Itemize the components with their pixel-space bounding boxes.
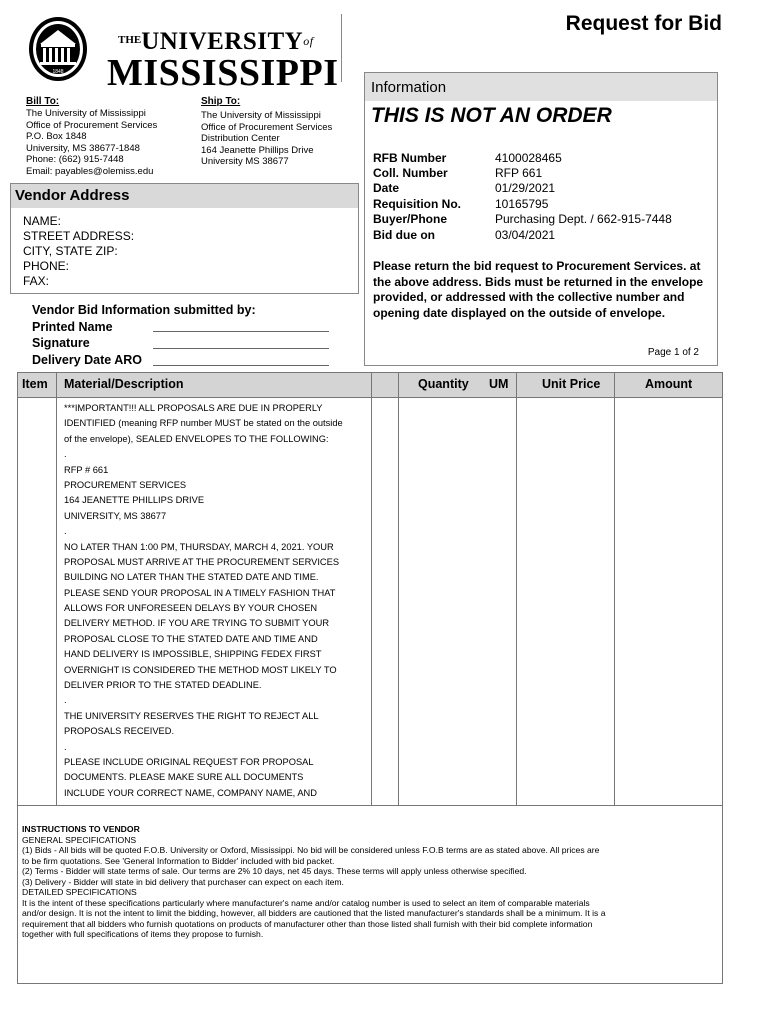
instructions-title: INSTRUCTIONS TO VENDOR — [22, 824, 140, 834]
university-logo — [22, 14, 342, 94]
instruction-line: and/or design. It is not the intent to limit the bidding, however, all bidders are cautioned that the listed manufacturer's standards shall be a minimum. It is a — [22, 908, 606, 918]
item-table — [17, 372, 723, 806]
instruction-line: DETAILED SPECIFICATIONS — [22, 887, 137, 897]
university-seal-icon — [28, 16, 88, 82]
printed-name-field[interactable] — [153, 331, 329, 332]
instruction-line: (1) Bids - All bids will be quoted F.O.B. University or Oxford, Mississippi. No bid will be considered unless F.O.B terms are as stated above. All prices are — [22, 845, 600, 855]
description-line: PROPOSALS RECEIVED. — [64, 726, 175, 737]
description-line: 164 JEANETTE PHILLIPS DRIVE — [64, 495, 205, 506]
delivery-date-label: Delivery Date ARO — [32, 353, 142, 367]
description-line: . — [64, 526, 67, 537]
bill-to-title: Bill To: — [26, 96, 60, 107]
ship-to-line: Distribution Center — [201, 133, 280, 144]
bill-to-line: Phone: (662) 915-7448 — [26, 154, 124, 165]
description-line: PROPOSAL CLOSE TO THE STATED DATE AND TIME AND — [64, 633, 318, 644]
column-divider — [516, 373, 517, 805]
page-title: Request for Bid — [565, 12, 722, 35]
column-header-um: UM — [489, 377, 509, 391]
vendor-bid-info-heading: Vendor Bid Information submitted by: — [32, 303, 256, 317]
description-line: DELIVER PRIOR TO THE STATED DEADLINE. — [64, 680, 262, 691]
information-box — [364, 72, 718, 366]
description-line: PLEASE INCLUDE ORIGINAL REQUEST FOR PROPOSAL — [64, 756, 314, 767]
column-header-amount: Amount — [645, 377, 693, 391]
signature-label: Signature — [32, 336, 90, 350]
svg-text:1848: 1848 — [52, 69, 64, 75]
description-line: . — [64, 741, 67, 752]
instruction-line: It is the intent of these specifications particularly where manufacturer's name and/or catalog number is used to select an item of comparable materials — [22, 897, 590, 908]
description-line: PROPOSAL MUST ARRIVE AT THE PROCUREMENT SERVICES — [64, 556, 340, 567]
column-divider — [398, 373, 399, 805]
vendor-name-field[interactable]: NAME: — [23, 214, 62, 228]
ship-to-title: Ship To: — [201, 96, 241, 107]
instructions-text — [22, 824, 720, 940]
return-instructions: Please return the bid request to Procurement Services. at the above address. Bids must be returned in the envelope provided, or addressed with the collective number and opening date displayed on the outside of envelope. — [373, 259, 704, 320]
logo-mississippi-text: MISSISSIPPI — [107, 52, 339, 94]
instructions-box — [17, 806, 723, 984]
page-number: Page 1 of 2 — [647, 347, 699, 358]
rfb-number-label: RFB Number — [373, 151, 447, 165]
description-line: PLEASE SEND YOUR PROPOSAL IN A TIMELY FASHION THAT — [64, 587, 336, 598]
description-line: IDENTIFIED (meaning RFP number MUST be stated on the outside — [64, 418, 343, 429]
bill-to-line: Office of Procurement Services — [26, 119, 158, 131]
description-line: RFP # 661 — [64, 464, 109, 475]
description-line: INCLUDE YOUR CORRECT NAME, COMPANY NAME, AND — [64, 787, 317, 798]
information-heading: Information — [365, 73, 717, 101]
item-description — [64, 401, 369, 801]
vendor-phone-field[interactable]: PHONE: — [23, 259, 70, 273]
description-line: HAND DELIVERY IS IMPOSSIBLE, SHIPPING FEDEX FIRST — [64, 649, 322, 660]
bid-due-value: 03/04/2021 — [495, 228, 556, 242]
description-line: PROCUREMENT SERVICES — [64, 479, 187, 490]
description-line: . — [64, 695, 67, 706]
description-line: NO LATER THAN 1:00 PM, THURSDAY, MARCH 4, 2021. YOUR — [64, 541, 334, 552]
description-line: DELIVERY METHOD. IF YOU ARE TRYING TO SUBMIT YOUR — [64, 618, 330, 629]
instruction-line: GENERAL SPECIFICATIONS — [22, 834, 137, 845]
requisition-value: 10165795 — [495, 197, 549, 211]
column-header-description: Material/Description — [64, 377, 184, 391]
instruction-line: to be firm quotations. See 'General Information to Bidder' included with bid packet. — [22, 855, 335, 866]
bid-due-label: Bid due on — [373, 228, 435, 242]
ship-to-line: University MS 38677 — [201, 156, 289, 167]
requisition-label: Requisition No. — [373, 197, 461, 211]
not-an-order-notice: THIS IS NOT AN ORDER — [371, 104, 612, 127]
ship-to-line: Office of Procurement Services — [201, 121, 333, 133]
description-line: OVERNIGHT IS CONSIDERED THE METHOD MOST LIKELY TO — [64, 664, 337, 675]
column-header-unit-price: Unit Price — [542, 377, 601, 391]
delivery-date-field[interactable] — [153, 365, 329, 366]
column-header-item: Item — [22, 377, 48, 391]
signature-field[interactable] — [153, 348, 329, 349]
description-line: THE UNIVERSITY RESERVES THE RIGHT TO REJECT ALL — [64, 710, 319, 721]
instruction-line: (3) Delivery - Bidder will state in bid delivery that purchaser can expect on each item. — [22, 876, 344, 887]
bill-to-line: The University of Mississippi — [26, 108, 146, 119]
date-value: 01/29/2021 — [495, 181, 556, 195]
date-label: Date — [373, 181, 400, 195]
description-line: ***IMPORTANT!!! ALL PROPOSALS ARE DUE IN PROPERLY — [64, 403, 323, 413]
instruction-line: (2) Terms - Bidder will state terms of sale. Our terms are 2% 10 days, net 45 days. These terms will apply unless otherwise specified. — [22, 866, 527, 876]
description-line: UNIVERSITY, MS 38677 — [64, 510, 167, 521]
buyer-phone-label: Buyer/Phone — [373, 212, 448, 226]
vendor-address-box — [10, 183, 359, 294]
vendor-city-field[interactable]: CITY, STATE ZIP: — [23, 244, 118, 258]
instruction-line: requirement that all bidders who furnish quotations on products of manufacturer other than those listed shall furnish with their bid complete information — [22, 918, 593, 929]
bill-to-section — [26, 96, 157, 177]
bill-to-line: University, MS 38677-1848 — [26, 142, 140, 154]
rfb-number-value: 4100028465 — [495, 151, 562, 165]
column-divider — [56, 373, 57, 805]
vendor-street-field[interactable]: STREET ADDRESS: — [23, 229, 135, 243]
column-divider — [614, 373, 615, 805]
description-line: ALLOWS FOR UNFORESEEN DELAYS BY YOUR CHOSEN — [64, 603, 318, 614]
instruction-line: together with full specifications of items they propose to furnish. — [22, 929, 264, 939]
coll-number-value: RFP 661 — [495, 166, 543, 180]
description-line: BUILDING NO LATER THAN THE STATED DATE AND TIME. — [64, 572, 319, 583]
ship-to-line: 164 Jeanette Phillips Drive — [201, 144, 314, 156]
buyer-phone-value: Purchasing Dept. / 662-915-7448 — [495, 212, 672, 226]
vendor-fax-field[interactable]: FAX: — [23, 274, 50, 288]
vendor-address-heading: Vendor Address — [11, 184, 358, 208]
column-divider — [371, 373, 372, 805]
ship-to-line: The University of Mississippi — [201, 110, 321, 121]
description-line: DOCUMENTS. PLEASE MAKE SURE ALL DOCUMENTS — [64, 772, 304, 783]
description-line: of the envelope), SEALED ENVELOPES TO THE FOLLOWING: — [64, 433, 329, 444]
bill-to-line: Email: payables@olemiss.edu — [26, 165, 154, 177]
column-header-quantity: Quantity — [418, 377, 469, 391]
printed-name-label: Printed Name — [32, 320, 113, 334]
coll-number-label: Coll. Number — [373, 166, 448, 180]
bill-to-line: P.O. Box 1848 — [26, 131, 87, 142]
ship-to-section — [201, 96, 332, 168]
logo-university-text: $^{THE}$UNIVERSITYof — [118, 28, 314, 55]
description-line: . — [64, 449, 67, 460]
